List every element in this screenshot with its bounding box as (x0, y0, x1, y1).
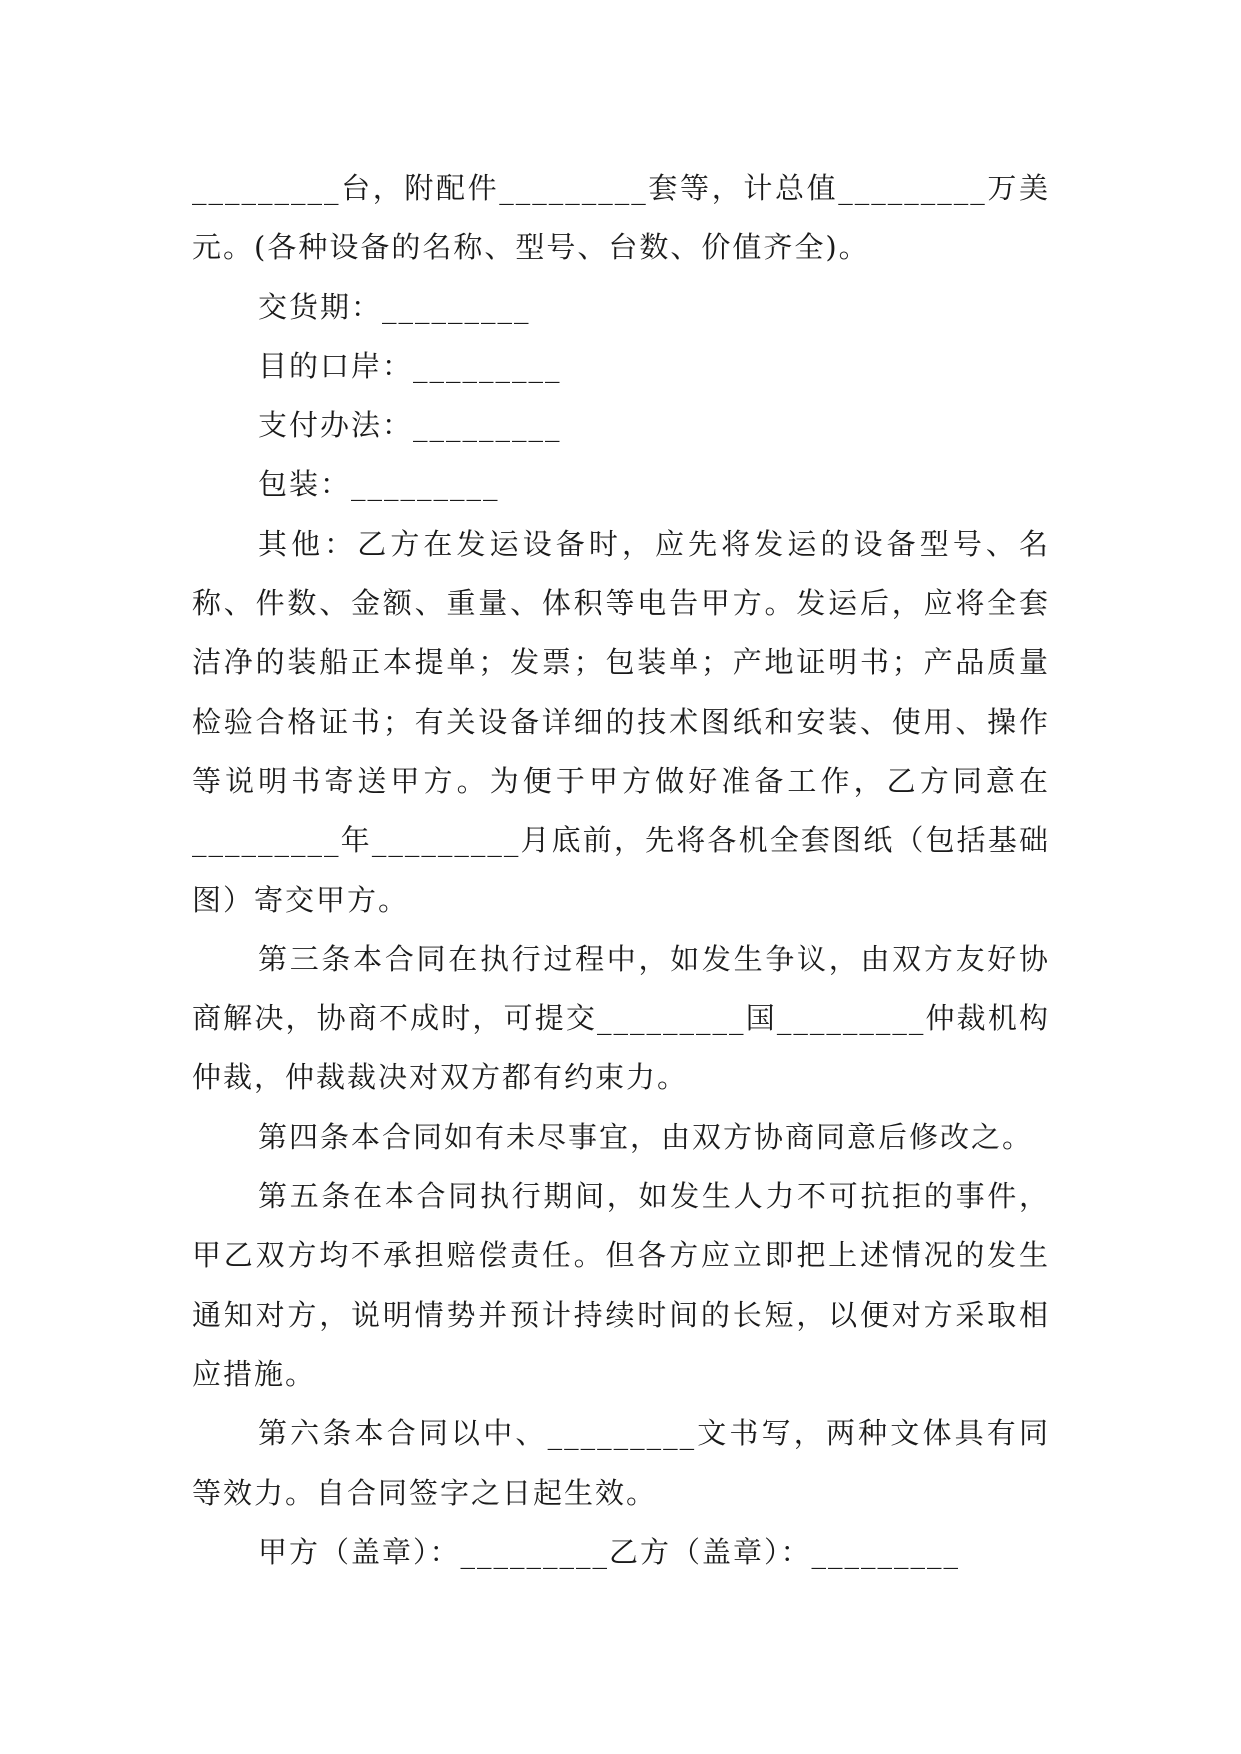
paragraph-delivery-period: 交货期：_________ (258, 289, 531, 324)
paragraph-payment-method: 支付办法：_________ (258, 408, 562, 443)
paragraph-equipment-summary: _________台，附配件_________套等，计总值_________万美元。(各种设备的名称、型号、台数、价值齐全)。 (192, 171, 1050, 265)
document-body (192, 159, 1050, 1582)
paragraph-packaging: 包装：_________ (258, 467, 500, 502)
paragraph-article-4: 第四条本合同如有未尽事宜，由双方协商同意后修改之。 (258, 1119, 1034, 1154)
paragraph-article-3: 第三条本合同在执行过程中，如发生争议，由双方友好协商解决，协商不成时，可提交_________国_________仲裁机构仲裁，仲裁裁决对双方都有约束力。 (192, 941, 1050, 1095)
paragraph-article-6: 第六条本合同以中、_________文书写，两种文体具有同等效力。自合同签字之日起生效。 (192, 1416, 1050, 1510)
paragraph-other-terms: 其他：乙方在发运设备时，应先将发运的设备型号、名称、件数、金额、重量、体积等电告甲方。发运后，应将全套洁净的装船正本提单；发票；包装单；产地证明书；产品质量检验合格证书；有关设备详细的技术图纸和安装、使用、操作等说明书寄送甲方。为便于甲方做好准备工作，乙方同意在_________年_________月底前，先将各机全套图纸（包括基础图）寄交甲方。 (192, 526, 1050, 917)
paragraph-signatures: 甲方（盖章）：_________乙方（盖章）：_________ (258, 1534, 961, 1569)
paragraph-article-5: 第五条在本合同执行期间，如发生人力不可抗拒的事件，甲乙双方均不承担赔偿责任。但各方应立即把上述情况的发生通知对方，说明情势并预计持续时间的长短，以便对方采取相应措施。 (192, 1179, 1050, 1391)
paragraph-destination-port: 目的口岸：_________ (258, 348, 562, 383)
